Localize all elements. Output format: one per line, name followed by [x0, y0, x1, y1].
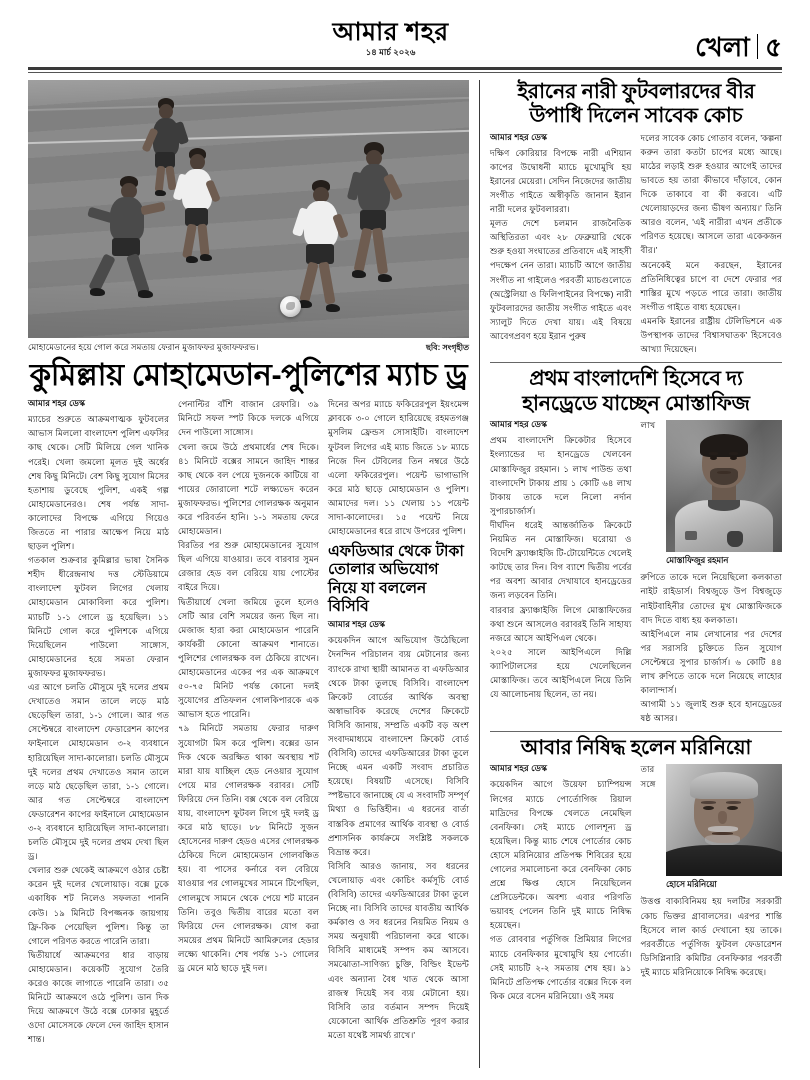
- mid-story-body: কয়েকদিন আগে অভিযোগ উঠেছিলো দৈনন্দিন পরিচালন ব্যয় মেটানোর জন্য ব্যাংকে রাখা স্থায়ী আমানত বা এফডিআর থেকে টাকা তুলছে বিসিবি। বাংলাদেশ ক্রিকেট বোর্ডের আর্থিক অবস্থা অস্বাভাবিক করেছে দেশের ক্রিকেটে বিসিবি জানায়, সম্প্রতি একটি বড় অংশ সংবাদমাধ্যমে বাংলাদেশ ক্রিকেট বোর্ড (বিসিবি) তাদের এফডিআরের টাকা তুলে নিচ্ছে এমন একটি সংবাদ প্রচারিত হয়েছে। বিষয়টি এসেছে। বিসিবি স্পষ্টভাবে জানাচ্ছে যে এ সংবাদটি সম্পূর্ণ মিথ্যা ও ভিত্তিহীন। এ ধরনের বার্তা বাস্তবিক প্রমাণের আর্থিক ব্যবস্থা ও বোর্ড প্রশাসনিক কার্যক্রমে সংশ্লিষ্ট সকলকে বিভ্রান্ত করে। বিসিবি আরও জানায়, সব ধরনের খেলোয়াড় এবং কোচিং কর্মসূচি বোর্ড (বিসিবি) তাদের এফডিআরের টাকা তুলে নিচ্ছে না। বিসিবি তাদের যাবতীয় আর্থিক কর্মকাণ্ড ও সব ধরনের নিয়মিত নিয়ম ও সময় অনুযায়ী পরিচালনা করে থাকে। বিসিবি মাধ্যমেই সম্পদ কম আসবে। সমঝোতা-সাণিজ্য চুক্তি, বিল্ডিং ইভেন্ট এবং অন্যান্য বৈধ খাত থেকে আসা রাজস্ব দিয়েই সব ব্যয় মেটানো হয়। বিসিবি তার বর্তমান সম্পদ দিয়েই যেকোনো আর্থিক প্রতিশ্রুতি পূরণ করার মতো যথেষ্ট সামর্থ্য রাখে।': [328, 635, 469, 1040]
- lead-story-body-2: পেনাল্টির বাঁশি বাজান রেফারি। ৩৯ মিনিটে সফল স্পট কিকে দলকে এগিয়ে দেন পাউলো সাঙ্গোস। খেলা জমে উঠে প্রথমার্ধের শেষ দিকে। ৪১ মিনিটে বক্সের সামনে জাহিদ শান্তর কাছ থেকে বল পেয়ে দুজনকে কাটিয়ে বা পায়ের জোরালো শটে লক্ষ্যভেদ করেন মুজাফফরভ। পুলিশের গোলরক্ষক অনুমান করে পরিবর্তন হানি। ১-১ সমতায় ফেরে মোহামেডান। বিরতির পর শুরু মোহামেডানের সুযোগ ছিল এগিয়ে যাওয়ার। তবে বারবার সুমন রেজার হেড বল বেরিয়ে যায় পোস্টের বাইরে দিয়ে। দ্বিতীয়ার্ধে খেলা জমিয়ে তুলে হলেও সেটি আর বেশি সময়ের জন্য ছিল না। মেজাজ হারা করা মোহামেডান পারেনি কার্যকরী কোনো আক্রমণ শানাতে। পুলিশের গোলরক্ষক বল ঠেকিয়ে রাখেন। মোহামেডানের একের পর এক আক্রমণে ৫০-৭৫ মিনিট পর্যন্ত কোনো দলই সুযোগের প্রতিফলন গোলকিপারকে এক আভাস হতে পারেনি। ৭৯ মিনিটে সমতায় ফেরার দারুণ সুযোগটা মিস করে পুলিশ। বক্সের ডান দিক থেকে অরক্ষিত থাকা অবস্থায় শট মারা যায় যাচ্ছিল হেড নেওয়ার সুযোগ পেয়ে মার গোলরক্ষক বরাবর। সেটি ফিরিয়ে দেন তিনি। বক্স থেকে বল বেরিয়ে যায়, বাংলাদেশ ফুটবল লিগে দুই দলই ড্র করে মাঠ ছাড়ে। ৮৮ মিনিটে সুজন হোসেনের দারুণ হেডও এসের গোলরক্ষক ঠেকিয়ে দিলে মোহামেডান গোলবঞ্চিত হয়। বা পাসের কর্নারে বল বেরিয়ে যাওয়ার পর গোলমুখের সামনে টিপেছিল, গোলমুখে সামনে থেকে পেয়ে শট মারেন তিনি। তবুও দ্বিতীয় বারের মতো বল ফিরিয়ে দেন গোলরক্ষক। যোগ করা সময়ের প্রথম মিনিটে আমিরুলের হেডার লক্ষ্যে থাকেনি। শেষ পর্যন্ত ১-১ গোলের ড্র মেনে মাঠ ছাড়ে দুই দল।: [178, 399, 319, 974]
- lead-story-column-1: [28, 397, 169, 1046]
- mourinho-portrait-photo: [666, 764, 782, 876]
- iran-story-byline: আমার শহর ডেস্ক: [490, 131, 548, 142]
- player-shoe: [352, 270, 366, 278]
- lead-story-headline: কুমিল্লায় মোহামেডান-পুলিশের ম্যাচ ড্র: [29, 357, 468, 392]
- player-shoe: [186, 256, 198, 263]
- player-leg: [126, 253, 150, 295]
- lead-photo-credit: ছবি: সংগৃহীত: [426, 342, 469, 352]
- portrait-eye: [727, 806, 737, 810]
- football-ball: [280, 296, 301, 317]
- right-section: [480, 80, 782, 1068]
- section-name: খেলা: [695, 32, 750, 62]
- mid-story-headline: এফডিআর থেকে টাকা তোলার অভিযোগ নিয়ে যা বললেন বিসিবি: [328, 543, 464, 616]
- masthead-rule-thick: [28, 67, 782, 70]
- player-figure: [176, 148, 220, 270]
- page-content: [28, 80, 782, 1068]
- portrait-hair: [690, 772, 757, 799]
- mustafiz-story-column-2: [641, 418, 783, 725]
- lead-photo-caption-row: [28, 338, 469, 355]
- player-shorts: [185, 208, 208, 226]
- mourinho-story-headline: আবার নিষিদ্ধ হলেন মরিনিয়ো: [520, 737, 752, 760]
- mourinho-story-body-1: কয়েকদিন আগে উয়েফা চ্যাম্পিয়ন্স লিগের ম্যাচে পোর্তোগিজ রিয়াল মাদ্রিদের বিপক্ষে খেলতে নেমেছিল বেনফিকা। সেই ম্যাচে গোলশূন্য ড্র হয়েছিল। কিন্তু ম্যাচ শেষে পোর্তোর কোচ হোসে মরিনিয়োর প্রতিপক্ষ শিবিরের হয়ে গোলের সমালোচনা করে বেনফিকা কোচ প্রশ্নে ক্ষিপ্ত হোসে নিয়েছিলেন প্রেসিডেন্টকে। অবশ্য এবার পরিণতি ভয়াবহ পেলেন তিনি দুই ম্যাচে নিষিদ্ধ হয়েছেন। গত রোববার পর্তুগিজ প্রিমিয়ার লিগের ম্যাচে বেনফিকার মুখোমুখি হয় পোর্তো। সেই ম্যাচটি ২-২ সমতায় শেষ হয়। ৯১ মিনিটে প্রতিপক্ষ পোর্তোর বক্সের দিকে বল কিক মেরে বসেন মরিনিয়ো। ওই সময়: [490, 779, 632, 1001]
- masthead-center: [132, 19, 649, 60]
- portrait-moustache: [708, 826, 738, 832]
- portrait-eyebrow: [709, 452, 718, 455]
- mustafiz-portrait-caption: মোস্তাফিজুর রহমান: [666, 555, 729, 566]
- mustafiz-story-body-1: প্রথম বাংলাদেশি ক্রিকেটার হিসেবে ইংল্যান্ডের দ্য হানড্রেডে খেলবেন মোস্তাফিজুর রহমান। ১ লাখ পাউন্ড তথা বাংলাদেশি টাকায় প্রায় ১ কোটি ৬৪ লাখ টাকায় তাকে দলে নিলো নর্দান সুপারচার্জার্স। দীর্ঘদিন ধরেই আন্তর্জাতিক ক্রিকেটে নিয়মিত নন মোস্তাফিজ। ঘরোয়া ও বিদেশি ফ্র্যাঞ্চাইজি টি-টোয়েন্টিতে খেলেই কাটছে তার দিন। বিগ ব্যাশে দ্বিতীয় পর্বের পর অবশ্য আবার দেখাযাবে হানড্রেডের জন্য লড়বেন তিনি। বারবার ফ্র্যাঞ্চাইজি লিগে মোস্তাফিজের কথা শুনে আসলেও বরাবরই তিনি সাহায্য নজরে আসে আইপিএল থেকে। ২০২৫ সালে আইপিএলে দিল্লি ক্যাপিটালসের হয়ে খেলেছিলেন মোস্তাফিজ। তবে আইপিএলে নিয়ে তিনি যে আলোচনায় ছিলেন, তা নয়।: [490, 435, 632, 700]
- player-torso: [358, 164, 390, 212]
- mourinho-portrait-caption: হোসে মরিনিয়ো: [666, 879, 717, 890]
- mustafiz-story-body-2: লাখ রুপিতে তাকে দলে নিয়েছিলো কলকাতা নাইট রাইডার্স। বিশ্বজুড়ে উপ বিশ্বজুড়ে নাইটবাহিনীর তোদের মুখ মোস্তাফিজকে বাদ দিতে বাধ্য হয় কলকাতা। আইপিএলে নাম লেখানোর পর দেশের পর সরাসরি চুক্তিতে তিন সুযোগ সেপ্টেম্বরে সুপার চার্জার্স। ৬ কোটি ৪৪ লাখ রুপিতে তাকে দলে নিয়েছে লাহোর কালান্দার্স। আগামী ১১ জুলাই শুরু হবে হানড্রেডের ষষ্ঠ আসর।: [640, 420, 782, 724]
- portrait-eye: [730, 456, 737, 460]
- player-torso: [304, 201, 338, 247]
- masthead-rule-thin: [28, 72, 782, 73]
- left-section: [28, 80, 480, 1068]
- player-shoe: [90, 288, 105, 296]
- mustafiz-story-column-1: [490, 418, 632, 725]
- portrait-team-crest: [727, 531, 742, 547]
- mourinho-story-byline: আমার শহর ডেস্ক: [490, 763, 548, 774]
- page-number: ৫: [765, 32, 782, 62]
- iran-story-body-2: দলের সাবেক কোচ গোতাব বলেন, 'কল্পনা করুন তারা কতটা চাপের মধ্যে আছে। মাঠের লড়াই শুরু হওয়ার আগেই তাদের ভাবতে হয় তারা কীভাবে দাঁড়াবে, কোন দিকে তাকাবে বা কী করবে। এটি খেলোয়াড়দের জন্য ভীষণ অন্যায়।' তিনি আরও বলেন, 'এই নারীরা এখন প্রতীকে পরিণত হয়েছে। আসলে তারা একেকজন বীর।' অনেকেই মনে করছেন, ইরানের প্রতিনিধিত্বের চাপে বা দেশে ফেরার পর শাস্তির মুখে পড়তে পারে তারা। জাতীয় সংগীত গাইতে বাধ্য হয়েছেন। এমনকি ইরানের রাষ্ট্রীয় টেলিভিশনে এক উপস্থাপক তাদের 'বিশ্বাসঘাতক' হিসেবেও আখ্যা দিয়েছেন।: [640, 132, 783, 355]
- iran-story-body-1: দক্ষিণ কোরিয়ার বিপক্ষে নারী এশিয়ান কাপের উদ্বোধনী ম্যাচে মুখোমুখি হয় ইরানের মেয়েরা। সেদিন নিজেদের জাতীয় সংগীত গাইতে অস্বীকৃতি জানান ইরান নারী দলের ফুটবলাররা। মূলত দেশে চলমান রাজনৈতিক অস্থিতিরতা এবং ২৮ ফেব্রুয়ারি থেকে শুরু হওয়া সংঘাতের প্রতিবাদে এই সাহসী পদক্ষেপ নেন তারা। ম্যাচটি আগে জাতীয় সংগীত না গাইলেও পরবর্তী ম্যাচগুলোতে (অস্ট্রেলিয়া ও ফিলিপাইনের বিপক্ষে) নারী ফুটবলারদের জাতীয় সংগীত গাইতে এবং স্যালুট দিতে দেখা যায়। এই বিষয়ে আবেগপ্রবণ হয়ে ইরান পুরুষ: [490, 147, 632, 341]
- mustafiz-story-columns: [490, 418, 782, 725]
- story-separator: [490, 362, 782, 363]
- player-head: [190, 154, 205, 170]
- player-head: [159, 104, 173, 119]
- iran-story-column-1: [490, 131, 632, 357]
- portrait-mouth: [717, 471, 731, 474]
- player-figure: [350, 142, 402, 290]
- mourinho-story-column-1: [490, 762, 632, 1003]
- player-leg: [182, 223, 197, 258]
- player-leg: [197, 223, 209, 256]
- player-leg: [299, 261, 318, 302]
- player-shorts: [306, 244, 334, 264]
- iran-story-columns: [490, 131, 782, 357]
- masthead: [28, 14, 782, 62]
- section-indicator: [695, 31, 782, 60]
- player-shoe: [326, 304, 340, 312]
- lead-story-byline: আমার শহর ডেস্ক: [28, 398, 86, 409]
- mustafiz-portrait-photo: [666, 420, 782, 552]
- mourinho-portrait-wrap: [666, 764, 782, 892]
- player-shoe: [378, 274, 392, 282]
- mustafiz-story-headline: প্রথম বাংলাদেশি হিসেবে দ্য হানড্রেডে যাচ্ছেন মোস্তাফিজ: [522, 367, 750, 415]
- lead-story-column-2: [178, 397, 319, 1046]
- mourinho-story-column-2: [641, 762, 783, 1003]
- lead-story-columns: [28, 397, 469, 1046]
- lead-story-column-3: [328, 397, 469, 1046]
- player-shorts: [360, 210, 386, 230]
- mustafiz-portrait-wrap: [666, 420, 782, 568]
- portrait-eye: [703, 806, 713, 810]
- divider-line: [757, 34, 759, 59]
- mourinho-story-body-2: তার সঙ্গে উত্তপ্ত বাক্যবিনিময় হয় দলটির সরকারী কোচ ভিক্তর গ্রাবালসের। এরপর শান্তি হিসেবে লাল কার্ড দেখানো হয় তাকে। পরবর্তীতে পর্তুগিজ ফুটবল ফেডারেশন ডিসিপ্লিনারি কমিটির বেনফিকার পরবর্তী দুই ম্যাচে মরিনিয়োকে নিষিদ্ধ করেছে।: [640, 764, 782, 977]
- mid-story-byline: আমার শহর ডেস্ক: [328, 619, 386, 630]
- player-arm: [140, 201, 165, 215]
- player-figure: [296, 180, 354, 320]
- mustafiz-story-byline: আমার শহর ডেস্ক: [490, 419, 548, 430]
- lead-photo-football-match: [28, 80, 469, 338]
- lead-photo-caption: মোহামেডানের হয়ে গোল করে সমতায় ফেরান মুজাফফর মুজাফফরভ।: [28, 341, 259, 352]
- iran-story-headline: ইরানের নারী ফুটবলারদের বীর উপাধি দিলেন সাবেক কোচ: [517, 79, 755, 128]
- lead-story-body-1: ম্যাচের শুরুতে আক্রমণাত্মক ফুটবলের আভাস মিললো বাংলাদেশ পুলিশ এফসির কাছ থেকে। সেটি মিলিয়ে গেল খানিক পরেই। খেলা জমলো মূলত দুই অর্ধের শেষ কিছু মিনিটে। বেশ কিছু সুযোগ মিসের হতাশায় ডুবেছে পুলিশ, একই গল্প মোহামেডানেরও। শেষ পর্যন্ত সাদা-কালোদের বিপক্ষে এগিয়ে গিয়েও জিততে না পারার আক্ষেপ নিয়ে মাঠ ছাড়ল পুলিশ। গতকাল শুক্রবার কুমিল্লার ভাষা সৈনিক শহীদ ধীরেন্দ্রনাথ দত্ত স্টেডিয়ামে বাংলাদেশ ফুটবল লিগের খেলায় মোহামেডান মোকাবিলা করে পুলিশ। ম্যাচটি ১-১ গোলে ড্র হয়েছিল। ১১ মিনিটে গোল করে পুলিশকে এগিয়ে দিয়েছিলেন পাউলো সাঙ্গোস, মোহামেডানের হয়ে সমতা ফেরান মুজাফফর মুজাফফরভ। এর আগে চলতি মৌসুমে দুই দলের প্রথম দেখাতেও সমান তালে লড়ে মাঠ ছেড়েছিল তারা, ১-১ গোলে। আর গত সেপ্টেম্বরে বাংলাদেশ ফেডারেশন কাপের ফাইনালে মোহামেডান ৩-২ ব্যবধানে হারিয়েছিল সাদা-কালোরা। চলতি মৌসুমে দুই দলের প্রথম দেখাতেও সমান তালে লড়ে মাঠ ছেড়েছিল তারা, ১-১ গোলে। আর গত সেপ্টেম্বরে বাংলাদেশ ফেডারেশন কাপের ফাইনালে মোহামেডান ৩-২ ব্যবধানে হারিয়েছিল সাদা-কালোরা। চলতি মৌসুমে দুই দলের প্রথম দেখা ছিল ড্র। খেলার শুরু থেকেই আক্রমণে ওঠার চেষ্টা করেন দুই দলের খেলোয়াড়। বক্সে ঢুকে একাধিক শট নিলেও সফলতা পাননি কেউ। ১৯ মিনিটে বিপজ্জনক জায়গায় ফ্রি-কিক পেয়েছিল পুলিশ। কিন্তু তা গোলে পরিণত করতে পারেনি তারা। দ্বিতীয়ার্ধে আক্রমণের ধার বাড়ায় মোহামেডান। কয়েকটি সুযোগ তৈরি করেও কাজে লাগাতে পারেনি তারা। ৩৫ মিনিটে আক্রমণে ওঠে পুলিশ। ডান দিক দিয়ে আক্রমণে উঠে বক্সে ঢোকার মুহূর্তে ওদো মোসেসকে ফেলে দেন জাহিদ হাসান শান্ত।: [28, 414, 169, 1045]
- story-separator: [490, 731, 782, 732]
- portrait-eyebrow: [729, 452, 738, 455]
- player-torso: [110, 197, 144, 241]
- player-shoe: [138, 290, 153, 298]
- player-leg: [372, 227, 388, 274]
- player-leg: [318, 261, 335, 304]
- mourinho-story-columns: [490, 762, 782, 1003]
- paper-date: ১৪ মার্চ ২০২৬: [365, 47, 416, 57]
- portrait-hair: [700, 434, 749, 458]
- player-shoe: [200, 254, 212, 261]
- player-figure: [88, 176, 166, 304]
- player-leg: [354, 227, 373, 272]
- lead-story-body-3: দিনের অপর ম্যাচে ফকিরেরপুল ইয়ংমেন্স ক্লাবকে ৩-০ গোলে হারিয়েছে রহমতগঞ্জ মুসলিম ফ্রেন্ডস সোসাইটি। বাংলাদেশ ফুটবল লিগের এই ম্যাচ জিতে ১৮ ম্যাচে নিজে দিন টেবিলের তিন নম্বরে উঠে এলো ফকিরেরপুল। পয়েন্ট ভাগাভাগি করে মাঠ ছাড়ে মোহামেডান ও পুলিশ। আমাদের দল। ১১ খেলায় ১১ পয়েন্ট সাদা-কালোদের। ১৫ পয়েন্ট নিয়ে মোহামেডানের ধরে রাখে উপরের পুলিশ।: [328, 399, 469, 537]
- portrait-brand-logo: [685, 531, 698, 540]
- player-leg: [88, 253, 115, 292]
- portrait-jacket: [666, 845, 782, 876]
- paper-name: আমার শহর: [332, 17, 449, 46]
- iran-story-column-2: [641, 131, 783, 357]
